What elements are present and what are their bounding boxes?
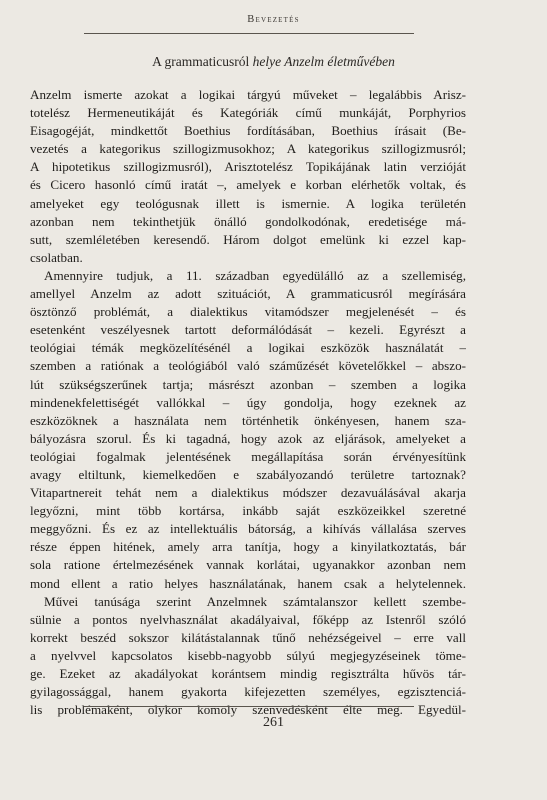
text-line: sülnie a pontos nyelvhasználat akadályaival, főképp az Istenről szóló <box>30 611 466 627</box>
text-line: meggyőzni. És ez az intellektuális bátorság, a kihívás vállalása szerves <box>30 521 466 537</box>
text-line: gyilagossággal, hanem gyakorta kifejezetten személyes, egzisztenciá- <box>30 684 466 700</box>
text-line: amelyeket egy teológusnak illett is ismernie. A logika területén <box>30 195 466 211</box>
footer-rule <box>84 706 414 707</box>
text-line: a nyelvvel kapcsolatos kisebb-nagyobb súlyú megjegyzéseinek töme- <box>30 647 466 663</box>
running-head: Bevezetés <box>247 14 300 25</box>
text-line: legyőzni, mint több kortársa, inkább saját eszközeikkel szeretné <box>30 503 466 519</box>
text-line: azonban nem tekinthetjük önálló gondolkodónak, eredetisége má- <box>30 213 466 229</box>
text-line: lis problémaként, olykor komoly szenvedésként élte meg. Egyedül- <box>30 702 466 718</box>
text-line: korrekt beszéd sokszor kilátástalannak tűnő nehézségeivel – erre vall <box>30 629 466 645</box>
text-line: mond ellent a ratio helyes használatának, hanem csak a helytelennek. <box>30 575 466 591</box>
text-line: teológiai fogalmak jelentésének megállapítása során érvényesítünk <box>30 448 466 464</box>
text-line: amellyel Anzelm az adott szituációt, A grammaticusról megírására <box>30 286 466 302</box>
text-line: és Cicero hasonló című iratát –, amelyek e korban elérhetők voltak, és <box>30 177 466 193</box>
text-line: esetenként veszélyesnek tartott deformálódását – kezeli. Egyrészt a <box>30 322 466 338</box>
section-title <box>0 54 547 70</box>
page-number: 261 <box>263 715 284 730</box>
text-line: totelész Hermeneutikáját és Kategóriák című munkáját, Porphyrios <box>30 105 466 121</box>
body-text <box>30 86 466 719</box>
text-line: vezetés a kategorikus szillogizmusokhoz; A kategorikus szillogizmusról; <box>30 141 466 157</box>
text-line: teológiai témák megközelítésénél a logikai eszközök használatát – <box>30 340 466 356</box>
header-rule <box>84 33 414 34</box>
text-line: része éppen hitének, amely arra tanítja, hogy a kinyilatkoztatás, bár <box>30 539 466 555</box>
text-line: sutt, szemléletében keresendő. Három dolgot emelünk ki ezzel kap- <box>30 231 466 247</box>
text-line: szemben a ratiónak a teológiából való száműzését követelőkkel – abszo- <box>30 358 466 374</box>
text-line: Vitapartnereit tehát nem a dialektikus módszer dezavuálásával akarja <box>30 485 466 501</box>
text-line: eszközöknek a használata nem történhetik önkényesen, hanem sza- <box>30 412 466 428</box>
text-line: lút szükségszerűnek tartja; másrészt azonban – szemben a logika <box>30 376 466 392</box>
text-line: Anzelm ismerte azokat a logikai tárgyú műveket – legalábbis Arisz- <box>30 87 466 102</box>
text-line: avagy eltiltunk, kiemelkedően e szabályozandó területre tartoznak? <box>30 466 466 482</box>
text-line: sola ratione értelmezésének vannak korlátai, ugyanakkor azonban nem <box>30 557 466 573</box>
text-line: A hipotetikus szillogizmusról), Arisztotelész Topikájának latin verzióját <box>30 159 466 175</box>
text-line: mindenekfelettiségét vallókkal – úgy gondolja, hogy ezeknek az <box>30 394 466 410</box>
section-title-text: A grammaticusról <box>152 54 253 69</box>
text-line: bályozásra szorul. És ki tagadná, hogy azok az eljárások, amelyeket a <box>30 430 466 446</box>
section-title-italic: helye Anzelm életművében <box>252 54 395 69</box>
text-line: Amennyire tudjuk, a 11. században egyedülálló az a szellemiség, <box>44 267 466 283</box>
text-line: Művei tanúsága szerint Anzelmnek számtalanszor kellett szembe- <box>44 593 466 609</box>
text-line: Eisagogéját, mindkettőt Boethius fordításában, Boethius írásait (Be- <box>30 123 466 139</box>
text-line: ge. Ezeket az akadályokat korántsem mindig regisztrálta hűvös tár- <box>30 666 466 681</box>
text-line: ösztönző problémát, a dialektikus vitamódszer megjelenését – és <box>30 304 466 320</box>
text-line: csolatban. <box>30 249 83 265</box>
